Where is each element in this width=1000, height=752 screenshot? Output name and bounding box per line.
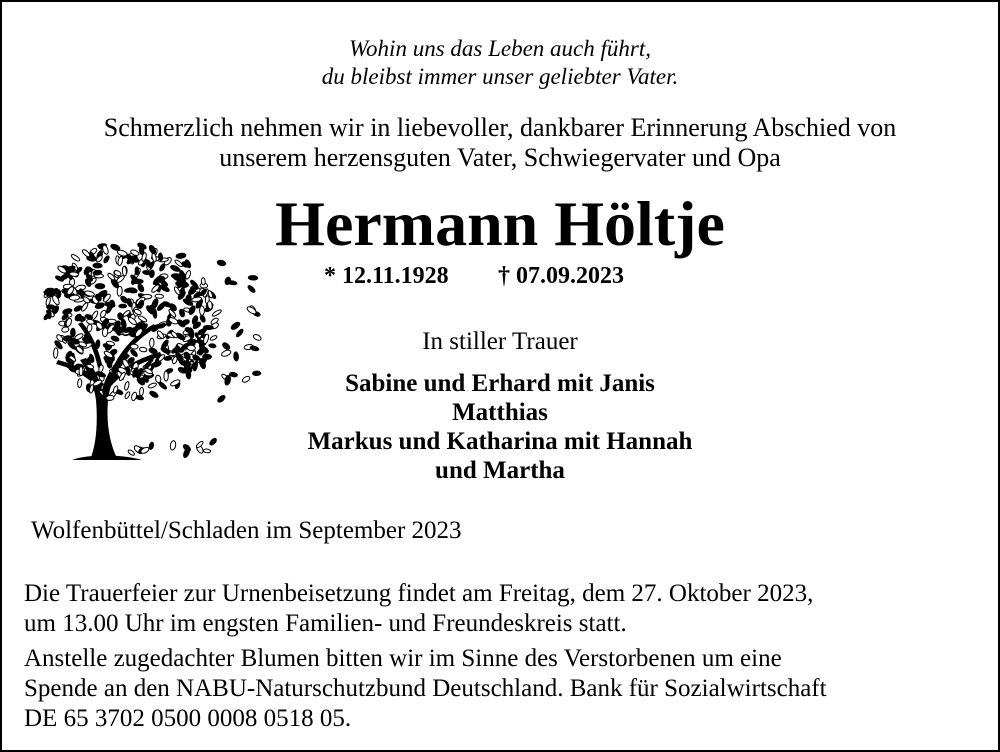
donation-line-2: Spende an den NABU-Naturschutzbund Deutschland. Bank für Sozialwirtschaft bbox=[24, 675, 827, 702]
deceased-name: Hermann Höltje bbox=[275, 188, 725, 259]
birth-date: * 12.11.1928 bbox=[324, 263, 449, 289]
ceremony-line-1: Die Trauerfeier zur Urnenbeisetzung findet am Freitag, dem 27. Oktober 2023, bbox=[24, 580, 814, 607]
motto-line-1: Wohin uns das Leben auch führt, bbox=[349, 36, 651, 61]
motto-line-2: du bleibst immer unser geliebter Vater. bbox=[321, 64, 679, 89]
family-line-3: Markus und Katharina mit Hannah bbox=[307, 428, 693, 455]
family-line-4: und Martha bbox=[435, 457, 565, 484]
intro-line-1: Schmerzlich nehmen wir in liebevoller, dankbarer Erinnerung Abschied von bbox=[103, 113, 897, 142]
family-line-1: Sabine und Erhard mit Janis bbox=[345, 370, 655, 397]
ceremony-line-2: um 13.00 Uhr im engsten Familien- und Freundeskreis statt. bbox=[24, 610, 627, 637]
death-date: † 07.09.2023 bbox=[498, 263, 624, 289]
mourning-heading: In stiller Trauer bbox=[422, 328, 578, 355]
donation-line-1: Anstelle zugedachter Blumen bitten wir im Sinne des Verstorbenen um eine bbox=[24, 645, 782, 672]
family-line-2: Matthias bbox=[452, 399, 548, 426]
place-and-date: Wolfenbüttel/Schladen im September 2023 bbox=[31, 517, 462, 544]
intro-line-2: unserem herzensguten Vater, Schwiegervater und Opa bbox=[219, 143, 781, 172]
donation-line-3: DE 65 3702 0500 0008 0518 05. bbox=[24, 705, 352, 732]
